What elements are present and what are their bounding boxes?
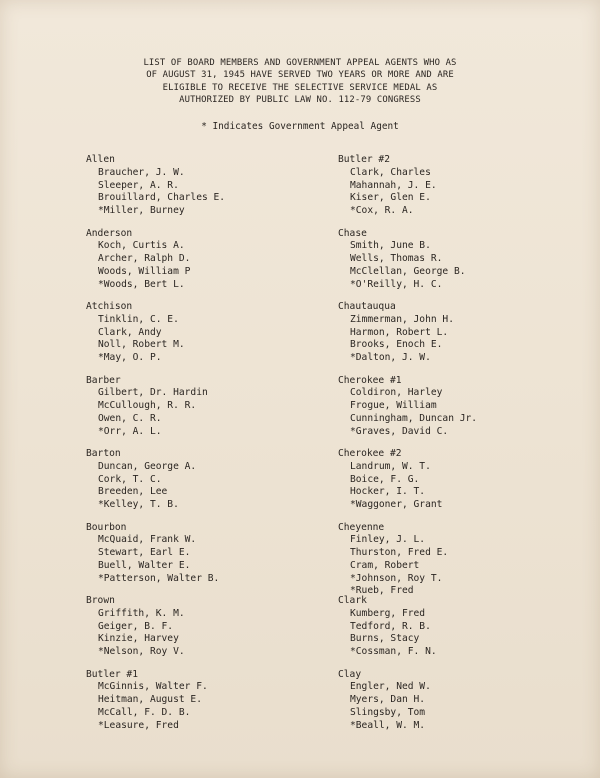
header-line: OF AUGUST 31, 1945 HAVE SERVED TWO YEARS OR MORE AND ARE	[146, 70, 454, 81]
board-member: Boice, F. G.	[350, 473, 420, 485]
header-line: LIST OF BOARD MEMBERS AND GOVERNMENT APPEAL AGENTS WHO AS	[143, 58, 457, 68]
board-member: *Beall, W. M.	[350, 719, 426, 731]
county-block	[86, 301, 336, 375]
board-member: *Nelson, Roy V.	[98, 646, 185, 658]
board-member: McGinnis, Walter F.	[98, 681, 208, 693]
board-member: *Cossman, F. N.	[350, 646, 437, 658]
board-member: Duncan, George A.	[98, 460, 197, 472]
board-member: Sleeper, A. R.	[98, 179, 179, 191]
board-member: *Cox, R. A.	[350, 205, 414, 217]
county-block	[338, 301, 588, 375]
county-name: Chase	[338, 227, 367, 239]
board-member: Woods, William P	[98, 265, 191, 277]
board-member: Finley, J. L.	[350, 534, 426, 546]
county-block	[86, 154, 336, 228]
board-member: *Miller, Burney	[98, 205, 185, 217]
appeal-agent-legend: * Indicates Government Appeal Agent	[201, 121, 399, 132]
board-member: Smith, June B.	[350, 240, 431, 252]
board-member: *Waggoner, Grant	[350, 499, 443, 511]
board-member: Slingsby, Tom	[350, 706, 426, 718]
board-member: *O'Reilly, H. C.	[350, 278, 443, 290]
county-block	[338, 522, 588, 596]
board-member: Tinklin, C. E.	[98, 313, 179, 325]
board-member: *Leasure, Fred	[98, 719, 179, 731]
county-block	[338, 228, 588, 302]
county-block	[338, 595, 588, 669]
county-block	[86, 375, 336, 449]
board-member: Brouillard, Charles E.	[98, 192, 226, 204]
county-block	[86, 669, 336, 743]
board-member: Clark, Andy	[98, 326, 162, 338]
board-member: Griffith, K. M.	[98, 607, 185, 619]
board-member: Brooks, Enoch E.	[350, 339, 443, 351]
county-name: Cherokee #2	[338, 448, 402, 459]
header-line: AUTHORIZED BY PUBLIC LAW NO. 112-79 CONGRESS	[179, 94, 421, 105]
county-name: Clark	[338, 595, 367, 606]
board-member: Owen, C. R.	[98, 412, 162, 424]
board-member: McCullough, R. R.	[98, 400, 197, 412]
county-block	[338, 669, 588, 743]
county-name: Barber	[86, 374, 121, 386]
county-name: Brown	[86, 595, 115, 606]
document-header	[80, 57, 520, 106]
county-block	[86, 228, 336, 302]
board-member: McClellan, George B.	[350, 265, 466, 277]
board-member: Wells, Thomas R.	[350, 253, 443, 265]
header-line: ELIGIBLE TO RECEIVE THE SELECTIVE SERVICE MEDAL AS	[162, 82, 438, 93]
board-member: *Orr, A. L.	[98, 425, 162, 437]
board-member: Breeden, Lee	[98, 486, 168, 498]
board-member: Zimmerman, John H.	[350, 313, 454, 325]
right-county-column	[338, 154, 588, 742]
board-member: Cunningham, Duncan Jr.	[350, 412, 478, 424]
county-block	[86, 595, 336, 669]
board-member: Heitman, August E.	[98, 694, 202, 706]
county-block	[86, 448, 336, 522]
county-name: Bourbon	[86, 521, 127, 533]
county-name: Anderson	[86, 227, 133, 239]
board-member: *May, O. P.	[98, 352, 162, 364]
county-name: Butler #1	[86, 668, 138, 680]
board-member: Landrum, W. T.	[350, 460, 431, 472]
board-member: McQuaid, Frank W.	[98, 534, 197, 546]
county-name: Cheyenne	[338, 521, 385, 533]
board-member: Engler, Ned W.	[350, 681, 431, 693]
county-name: Cherokee #1	[338, 374, 402, 386]
board-member: McCall, F. D. B.	[98, 706, 191, 718]
county-block	[338, 154, 588, 228]
board-member: Kiser, Glen E.	[350, 192, 431, 204]
board-member: *Graves, David C.	[350, 425, 449, 437]
left-county-column	[86, 154, 336, 742]
board-member: Kinzie, Harvey	[98, 633, 179, 645]
county-name: Butler #2	[338, 154, 390, 165]
county-name: Allen	[86, 154, 115, 165]
county-name: Barton	[86, 448, 121, 459]
county-name: Chautauqua	[338, 301, 396, 312]
board-member: Braucher, J. W.	[98, 166, 185, 178]
board-member: *Patterson, Walter B.	[98, 572, 220, 584]
county-name: Clay	[338, 668, 362, 680]
board-member: Tedford, R. B.	[350, 620, 431, 632]
county-block	[86, 522, 336, 596]
board-member: Frogue, William	[350, 400, 437, 412]
board-member: Thurston, Fred E.	[350, 547, 449, 559]
board-member: Myers, Dan H.	[350, 694, 426, 706]
board-member: Gilbert, Dr. Hardin	[98, 387, 208, 399]
board-member: Clark, Charles	[350, 166, 431, 178]
board-member: Mahannah, J. E.	[350, 179, 437, 191]
board-member: Cork, T. C.	[98, 473, 162, 485]
county-block	[338, 448, 588, 522]
board-member: Cram, Robert	[350, 559, 420, 571]
board-member: Koch, Curtis A.	[98, 240, 185, 252]
board-member: Harmon, Robert L.	[350, 326, 449, 338]
board-member: Stewart, Earl E.	[98, 547, 191, 559]
county-name: Atchison	[86, 301, 133, 312]
board-member: *Rueb, Fred	[350, 585, 414, 597]
board-member: Buell, Walter E.	[98, 559, 191, 571]
board-member: Geiger, B. F.	[98, 620, 174, 632]
board-member: Kumberg, Fred	[350, 607, 426, 619]
board-member: *Kelley, T. B.	[98, 499, 179, 511]
board-member: Hocker, I. T.	[350, 486, 426, 498]
board-member: Noll, Robert M.	[98, 339, 185, 351]
board-member: Burns, Stacy	[350, 633, 420, 645]
county-block	[338, 375, 588, 449]
board-member: *Dalton, J. W.	[350, 352, 431, 364]
board-member: *Johnson, Roy T.	[350, 572, 443, 584]
board-member: *Woods, Bert L.	[98, 278, 185, 290]
board-member: Archer, Ralph D.	[98, 253, 191, 265]
board-member: Coldiron, Harley	[350, 387, 443, 399]
